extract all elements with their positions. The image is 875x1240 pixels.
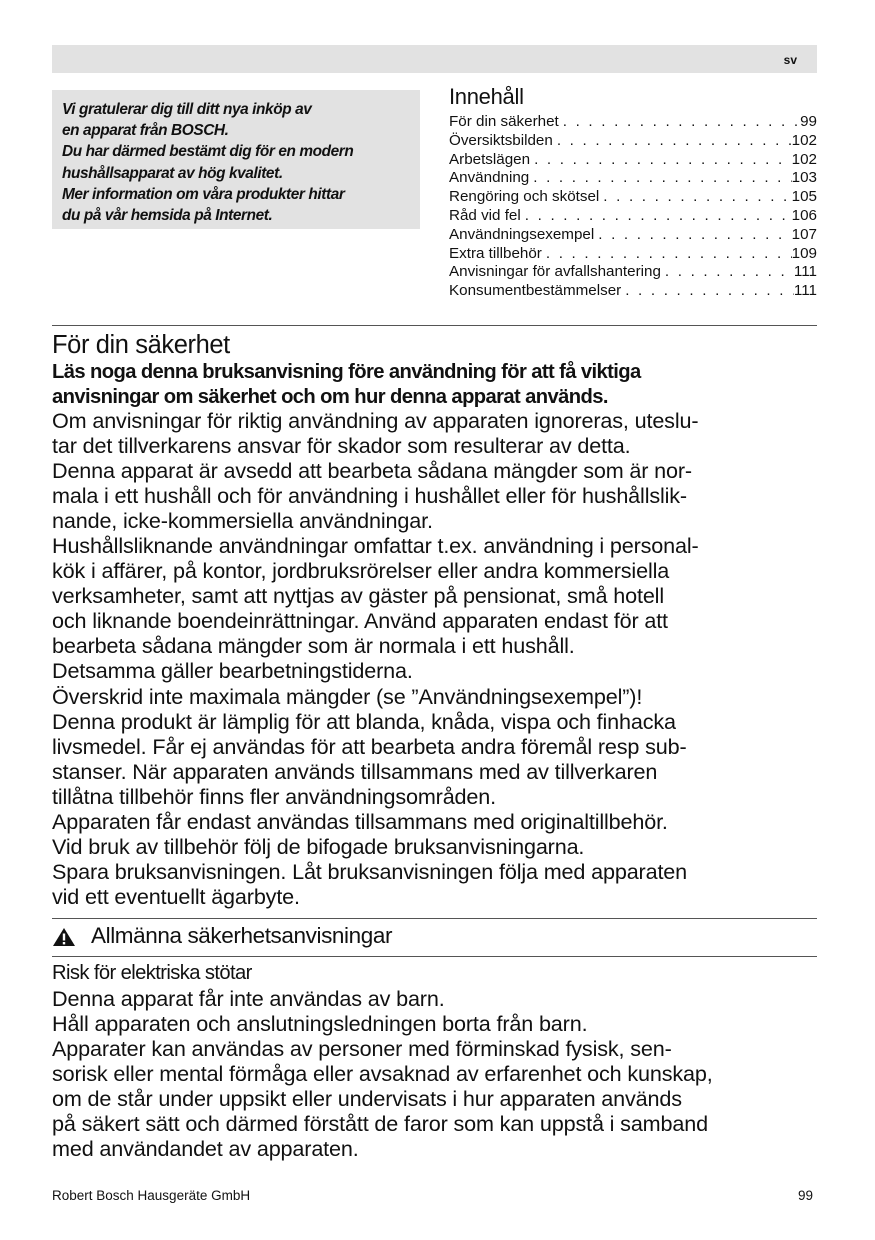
toc-label: Användning [449,169,530,187]
body-line: vid ett eventuellt ägarbyte. [52,883,300,909]
body-line: Apparater kan användas av personer med förminskad fysisk, sen- [52,1036,672,1062]
body-line: tar det tillverkarens ansvar för skador som resulterar av detta. [52,433,631,459]
safety-body [52,408,699,909]
toc-label: Arbetslägen [449,150,531,168]
language-bar [52,45,817,73]
toc-page: 106 [791,206,817,224]
body-line: om de står under uppsikt eller undervisats i hur apparaten används [52,1086,682,1112]
body-line: nande, icke-kommersiella användningar. [52,508,433,534]
language-code: sv [783,53,797,67]
toc-entry [449,132,817,151]
toc-entry [449,245,817,264]
body-line: tillåtna tillbehör finns fler användningsområden. [52,783,496,809]
body-line: stanser. När apparaten används tillsammans med av tillverkaren [52,758,658,784]
body-line: Apparaten får endast användas tillsammans med originaltillbehör. [52,808,668,834]
toc-page: 103 [791,169,817,187]
general-body [52,986,713,1161]
intro-line: Vi gratulerar dig till ditt nya inköp av [62,101,312,118]
toc-title: Innehåll [449,84,524,109]
toc-label: Råd vid fel [449,206,521,224]
toc-leader [661,263,794,282]
toc-entry [449,226,817,245]
toc-leader [529,169,791,188]
section-title: För din säkerhet [52,331,230,359]
toc-leader [599,188,791,207]
intro-line: hushållsapparat av hög kvalitet. [62,164,283,182]
toc-entry [449,263,817,282]
intro-line: du på vår hemsida på Internet. [62,207,273,225]
body-line: Denna apparat är avsedd att bearbeta sådana mängder som är nor- [52,458,692,484]
intro-box [52,90,420,229]
body-line: Denna produkt är lämplig för att blanda, knåda, vispa och finhacka [52,708,676,734]
toc-entry [449,169,817,188]
footer-company: Robert Bosch Hausgeräte GmbH [52,1188,251,1203]
intro-line: en apparat från BOSCH. [62,122,229,140]
body-line: med användandet av apparaten. [52,1136,359,1162]
toc-leader [530,151,792,170]
body-line: Vid bruk av tillbehör följ de bifogade bruksanvisningarna. [52,833,585,859]
toc-page: 109 [791,244,817,262]
body-line: sorisk eller mental förmåga eller avsaknad av erfarenhet och kunskap, [52,1061,713,1087]
subsection-title: Risk för elektriska stötar [52,962,252,984]
toc-leader [559,113,800,132]
toc-page: 102 [791,131,817,149]
toc-leader [521,207,792,226]
toc-entry [449,151,817,170]
body-line: bearbeta sådana mängder som är normala i ett hushåll. [52,633,575,659]
body-line: Håll apparaten och anslutningsledningen borta från barn. [52,1011,588,1037]
toc-page: 107 [791,225,817,243]
bold-line: anvisningar om säkerhet och om hur denna apparat används. [52,386,608,408]
warning-triangle-icon [52,927,76,947]
toc-label: Extra tillbehör [449,244,542,262]
toc-label: Anvisningar för avfallshantering [449,263,661,281]
section-divider [52,956,817,957]
toc-page: 105 [791,188,817,206]
toc-label: Användningsexempel [449,225,595,243]
toc-leader [553,132,792,151]
body-line: och liknande boendeinrättningar. Använd apparaten endast för att [52,608,668,634]
toc-entry [449,207,817,226]
toc-leader [594,226,791,245]
toc-entry [449,113,817,132]
body-line: Hushållsliknande användningar omfattar t.ex. användning i personal- [52,533,699,559]
body-line: Denna apparat får inte användas av barn. [52,986,445,1011]
body-line: Överskrid inte maximala mängder (se ”Användningsexempel”)! [52,683,643,709]
toc-page: 102 [791,150,817,168]
toc-page: 111 [793,263,817,281]
footer-page-number: 99 [797,1188,813,1203]
toc-entry [449,188,817,207]
body-line: Om anvisningar för riktig användning av apparaten ignoreras, uteslu- [52,408,699,433]
general-safety-title: Allmänna säkerhetsanvisningar [91,923,393,948]
toc-leader [542,245,792,264]
intro-line: Mer information om våra produkter hittar [62,185,345,203]
toc-leader [621,282,794,301]
safety-intro-bold [52,360,641,410]
toc-label: För din säkerhet [449,113,559,130]
table-of-contents [449,113,817,301]
body-line: på säkert sätt och därmed förstått de faror som kan uppstå i samband [52,1111,708,1137]
body-line: livsmedel. Får ej användas för att bearbeta andra föremål resp sub- [52,733,687,759]
intro-line: Du har därmed bestämt dig för en modern [62,143,354,161]
toc-entry [449,282,817,301]
toc-page: 111 [793,282,817,300]
body-line: kök i affärer, på kontor, jordbruksrörelser eller andra kommersiella [52,558,670,584]
general-safety-heading [52,923,392,949]
toc-label: Rengöring och skötsel [449,188,600,206]
toc-label: Översiktsbilden [449,131,553,149]
bold-line: Läs noga denna bruksanvisning före användning för att få viktiga [52,361,641,383]
toc-label: Konsumentbestämmelser [449,282,622,300]
body-line: mala i ett hushåll och för användning i hushållet eller för hushållslik- [52,483,687,509]
section-divider [52,325,817,326]
section-divider [52,918,817,919]
body-line: Spara bruksanvisningen. Låt bruksanvisningen följa med apparaten [52,858,688,884]
body-line: Detsamma gäller bearbetningstiderna. [52,658,413,684]
toc-page: 99 [800,113,817,130]
body-line: verksamheter, samt att nyttjas av gäster på pensionat, små hotell [52,583,664,609]
